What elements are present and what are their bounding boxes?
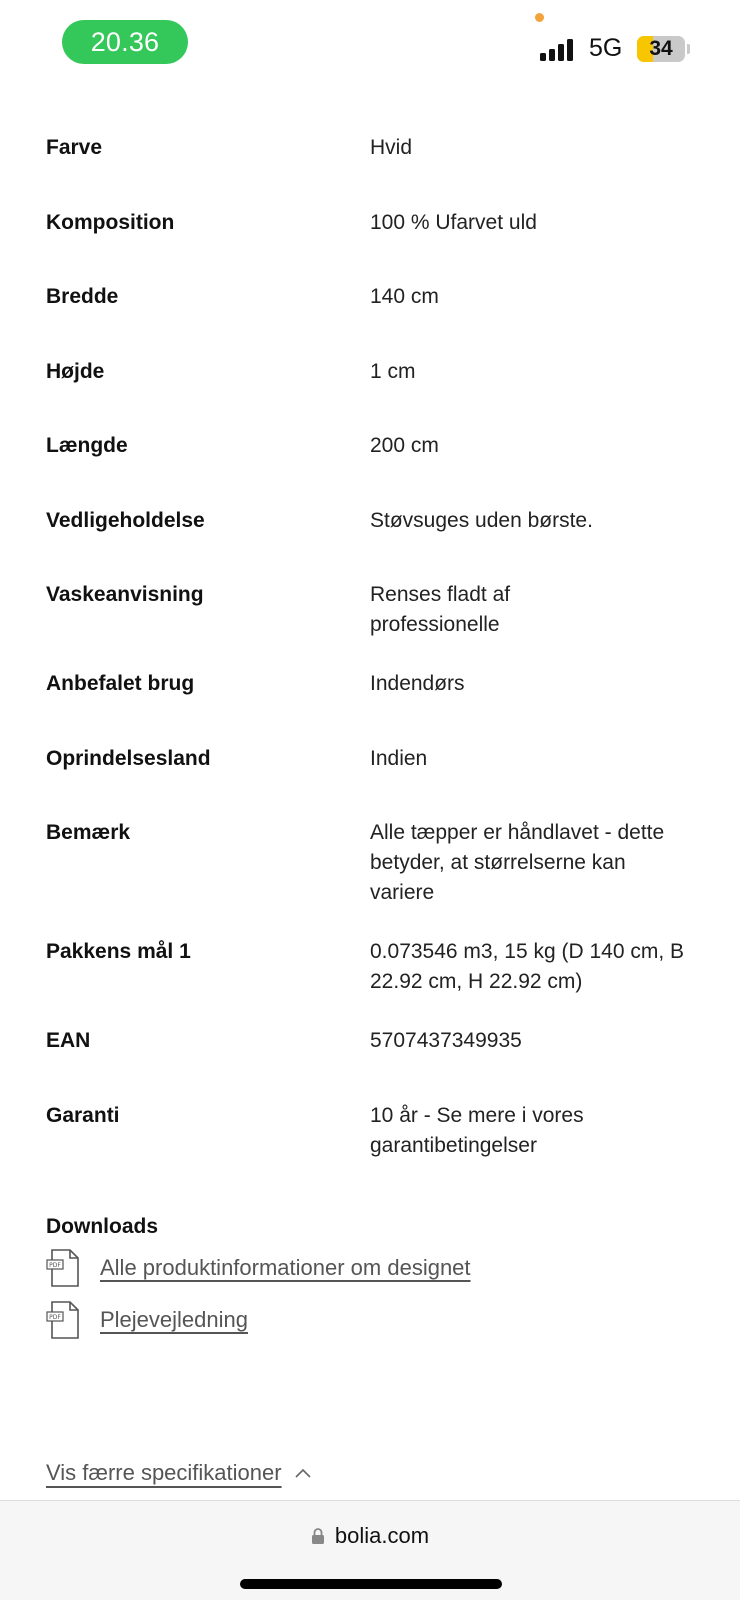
- spec-label: Pakkens mål 1: [46, 940, 191, 963]
- spec-value: 1 cm: [370, 360, 416, 383]
- spec-row-oprindelsesland: [46, 744, 696, 818]
- spec-row-ean: [46, 1026, 696, 1101]
- spec-row-vaskeanvisning: [46, 580, 696, 669]
- download-link[interactable]: Plejevejledning: [100, 1307, 248, 1332]
- spec-row-bredde: [46, 282, 696, 357]
- spec-row-vedligeholdelse: [46, 506, 696, 580]
- specifications-table: [46, 133, 696, 1161]
- cellular-signal-icon: [540, 37, 573, 61]
- show-fewer-specs-label[interactable]: Vis færre specifikationer: [46, 1460, 282, 1485]
- svg-text:PDF: PDF: [49, 1262, 61, 1269]
- battery-level: 34: [649, 37, 673, 60]
- url-text: bolia.com: [334, 1523, 430, 1548]
- spec-value: Indendørs: [370, 672, 465, 695]
- status-bar: [0, 0, 740, 80]
- downloads-title: Downloads: [46, 1215, 159, 1238]
- spec-label: Komposition: [46, 211, 175, 234]
- url-display[interactable]: [0, 1523, 740, 1549]
- spec-label: Garanti: [46, 1104, 120, 1127]
- spec-value: Indien: [370, 747, 428, 770]
- pdf-file-icon: [46, 1248, 84, 1288]
- spec-value: Renses fladt af professionelle: [370, 583, 511, 636]
- spec-label: Farve: [46, 136, 103, 159]
- download-link[interactable]: Alle produktinformationer om designet: [100, 1255, 471, 1280]
- spec-value: Alle tæpper er håndlavet - dette betyder, at størrelserne kan variere: [370, 821, 665, 904]
- spec-label: Længde: [46, 434, 128, 457]
- spec-value: 200 cm: [370, 434, 439, 457]
- spec-label: Højde: [46, 360, 105, 383]
- privacy-indicator-dot: [535, 13, 544, 22]
- spec-label: Bredde: [46, 285, 119, 308]
- lock-icon: [311, 1527, 325, 1545]
- spec-label: Anbefalet brug: [46, 672, 195, 695]
- spec-value: Støvsuges uden børste.: [370, 509, 593, 532]
- spec-label: Bemærk: [46, 821, 131, 844]
- pdf-file-icon: [46, 1300, 84, 1340]
- spec-label: Oprindelsesland: [46, 747, 211, 770]
- spec-row-anbefalet-brug: [46, 669, 696, 744]
- spec-label: Vedligeholdelse: [46, 509, 205, 532]
- spec-value: 10 år - Se mere i vores garantibetingelser: [370, 1104, 584, 1157]
- network-type: 5G: [589, 34, 623, 62]
- browser-address-bar[interactable]: [0, 1500, 740, 1600]
- spec-row-garanti: [46, 1101, 696, 1161]
- chevron-up-icon: [294, 1467, 312, 1479]
- spec-row-farve: [46, 133, 696, 208]
- spec-label: EAN: [46, 1029, 91, 1052]
- spec-value: 100 % Ufarvet uld: [370, 211, 537, 234]
- spec-value: 0.073546 m3, 15 kg (D 140 cm, B 22.92 cm, H 22.92 cm): [370, 940, 685, 993]
- spec-value: 140 cm: [370, 285, 439, 308]
- spec-value: 5707437349935: [370, 1029, 522, 1052]
- home-indicator[interactable]: [240, 1579, 502, 1589]
- svg-text:PDF: PDF: [49, 1314, 61, 1321]
- battery-tip: [687, 44, 690, 54]
- battery-icon: [637, 36, 685, 62]
- spec-label: Vaskeanvisning: [46, 583, 204, 606]
- show-fewer-specs-button[interactable]: [46, 1460, 312, 1486]
- spec-row-laengde: [46, 431, 696, 506]
- spec-row-hojde: [46, 357, 696, 431]
- status-time: 20.36: [62, 20, 188, 64]
- downloads-section: [46, 1212, 696, 1346]
- spec-row-pakkens-maal: [46, 937, 696, 1026]
- download-item-care-guide[interactable]: [46, 1294, 696, 1346]
- spec-row-komposition: [46, 208, 696, 282]
- spec-value: Hvid: [370, 136, 413, 159]
- spec-row-bemaerk: [46, 818, 696, 937]
- download-item-product-info[interactable]: [46, 1242, 696, 1294]
